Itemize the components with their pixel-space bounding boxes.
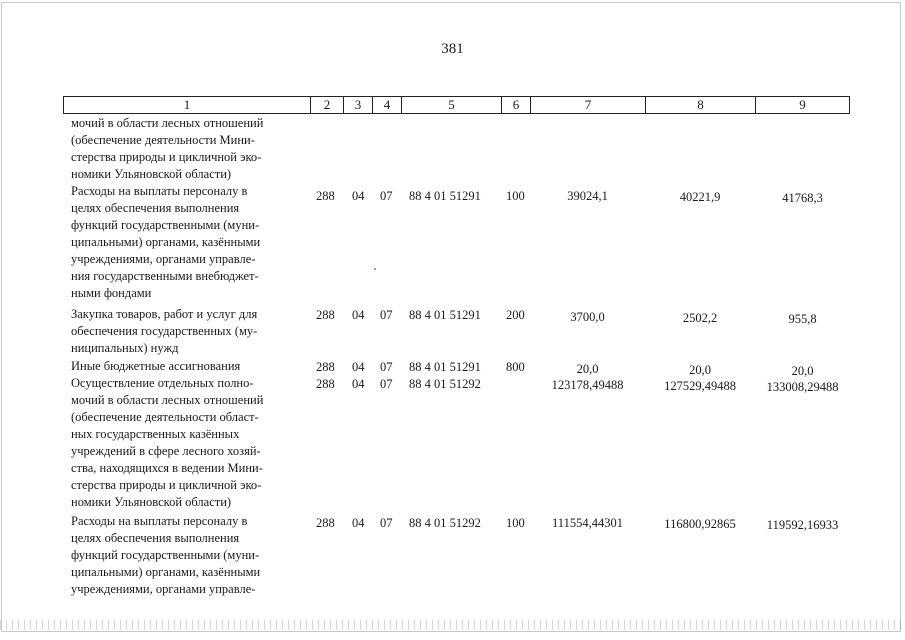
desc-line: номики Ульяновской области) [71, 495, 232, 509]
cell-amount-7: 39024,1 [567, 189, 608, 203]
desc-line: номики Ульяновской области) [71, 167, 232, 181]
cell-amount-9: 955,8 [788, 312, 817, 326]
cell-gr: 288 [316, 308, 335, 322]
desc-line: стерства природы и цикличной эко- [71, 150, 262, 164]
cell-vr: 800 [506, 360, 525, 374]
cell-rz: 04 [352, 189, 365, 203]
desc-line: (обеспечение деятельности област- [71, 410, 259, 424]
cell-amount-8: 20,0 [689, 363, 711, 377]
scan-edge-noise [0, 620, 905, 630]
cell-rz: 04 [352, 308, 365, 322]
desc-line: функций государственными (муни- [71, 218, 260, 232]
desc-line: ципальными) органами, казёнными [71, 565, 261, 579]
header-cell-6: 6 [501, 96, 531, 114]
header-cell-3: 3 [343, 96, 373, 114]
row-description [71, 306, 306, 357]
header-cell-4: 4 [372, 96, 402, 114]
row-description [71, 375, 306, 511]
header-cell-8: 8 [645, 96, 756, 114]
row-description [71, 115, 306, 183]
desc-line: учреждениями, органами управле- [71, 252, 256, 266]
cell-amount-9: 41768,3 [782, 191, 823, 205]
desc-line: Закупка товаров, работ и услуг для [71, 307, 258, 321]
cell-amount-8: 40221,9 [679, 190, 721, 204]
cell-amount-8: 2502,2 [682, 311, 718, 325]
desc-line: ниципальных) нужд [71, 341, 179, 355]
cell-vr: 100 [506, 516, 525, 530]
scan-speck [374, 268, 376, 270]
desc-line: ными фондами [71, 286, 152, 300]
cell-gr: 288 [316, 360, 335, 374]
header-cell-9: 9 [755, 96, 850, 114]
cell-pr: 07 [380, 516, 393, 530]
cell-amount-8: 127529,49488 [664, 379, 736, 393]
cell-gr: 288 [316, 189, 335, 203]
cell-amount-7: 123178,49488 [551, 378, 624, 392]
desc-line: стерства природы и цикличной эко- [71, 478, 262, 492]
desc-line: Расходы на выплаты персоналу в [71, 184, 248, 198]
desc-line: мочий в области лесных отношений [71, 393, 264, 407]
cell-pr: 07 [380, 308, 393, 322]
cell-amount-9: 119592,16933 [766, 518, 839, 532]
cell-csr: 88 4 01 51292 [409, 516, 481, 530]
cell-rz: 04 [352, 360, 365, 374]
desc-line: Осуществление отдельных полно- [71, 376, 254, 390]
row-description [71, 358, 306, 375]
cell-vr: 100 [506, 189, 525, 203]
cell-gr: 288 [316, 377, 335, 391]
desc-line: ства, находящихся в ведении Мини- [71, 461, 263, 475]
desc-line: ципальными) органами, казёнными [71, 235, 261, 249]
header-cell-7: 7 [530, 96, 646, 114]
desc-line: (обеспечение деятельности Мини- [71, 133, 255, 147]
cell-csr: 88 4 01 51291 [409, 360, 481, 374]
cell-csr: 88 4 01 51291 [409, 189, 481, 203]
header-cell-1: 1 [63, 96, 311, 114]
cell-gr: 288 [316, 516, 335, 530]
cell-amount-9: 133008,29488 [766, 380, 839, 394]
row-description [71, 513, 306, 598]
desc-line: ных государственных казённых [71, 427, 240, 441]
desc-line: Расходы на выплаты персоналу в [71, 514, 248, 528]
cell-amount-7: 111554,44301 [552, 516, 623, 530]
row-description [71, 183, 306, 302]
cell-vr: 200 [506, 308, 525, 322]
desc-line: целях обеспечения выполнения [71, 201, 240, 215]
cell-pr: 07 [380, 189, 393, 203]
desc-line: обеспечения государственных (му- [71, 324, 258, 338]
desc-line: ния государственными внебюджет- [71, 269, 259, 283]
desc-line: учреждениями, органами управле- [71, 582, 256, 596]
desc-line: Иные бюджетные ассигнования [71, 359, 241, 373]
cell-amount-8: 116800,92865 [664, 517, 736, 531]
cell-amount-9: 20,0 [791, 364, 814, 378]
desc-line: целях обеспечения выполнения [71, 531, 240, 545]
cell-rz: 04 [352, 516, 365, 530]
cell-rz: 04 [352, 377, 365, 391]
cell-csr: 88 4 01 51291 [409, 308, 481, 322]
cell-amount-7: 20,0 [576, 362, 599, 376]
cell-pr: 07 [380, 360, 393, 374]
desc-line: функций государственными (муни- [71, 548, 260, 562]
desc-line: мочий в области лесных отношений [71, 116, 264, 130]
header-cell-2: 2 [310, 96, 344, 114]
cell-pr: 07 [380, 377, 393, 391]
cell-csr: 88 4 01 51292 [409, 377, 481, 391]
cell-amount-7: 3700,0 [570, 310, 605, 324]
header-cell-5: 5 [401, 96, 502, 114]
desc-line: учреждений в сфере лесного хозяй- [71, 444, 261, 458]
page-number: 381 [441, 41, 464, 57]
